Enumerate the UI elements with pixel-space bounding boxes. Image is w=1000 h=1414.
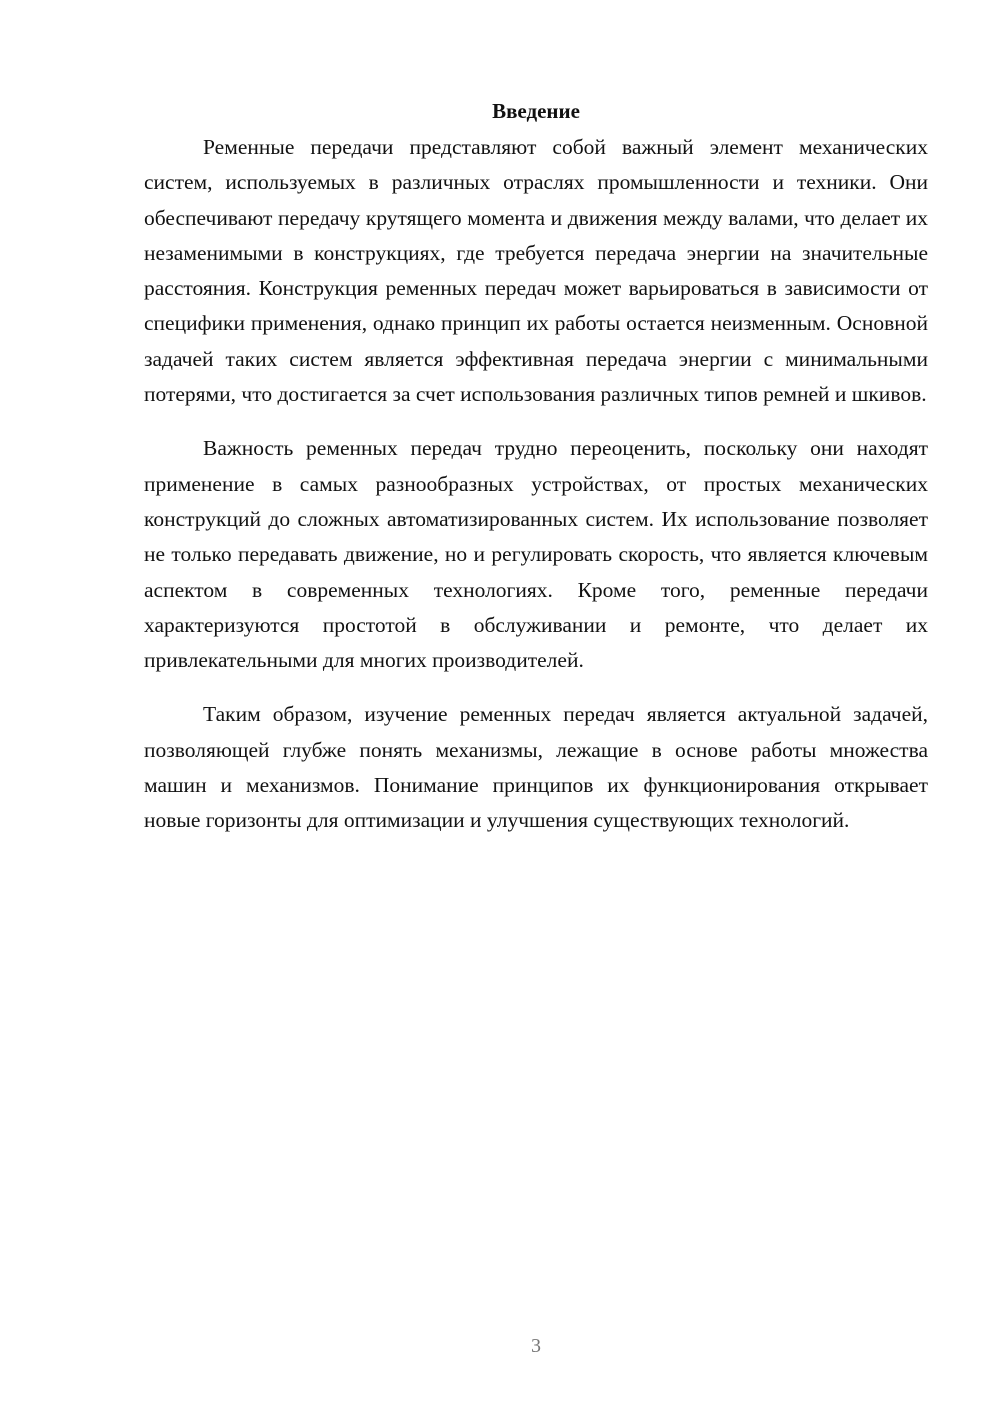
page-number: 3 — [531, 1335, 541, 1357]
paragraph-3: Таким образом, изучение ременных передач является актуальной задачей, позволяющей глубже понять механизмы, лежащие в основе работы множества машин и механизмов. Понимание принципов их функционирования открывает новые горизонты для оптимизации и улучшения существующих технологий. — [144, 702, 928, 833]
paragraph-1: Ременные передачи представляют собой важный элемент механических систем, используемых в различных отраслях промышленности и техники. Они обеспечивают передачу крутящего момента и движения между валами, что делает их незаменимыми в конструкциях, где требуется передача энергии на значительные расстояния. Конструкция ременных передач может варьироваться в зависимости от специфики применения, однако принцип их работы остается неизменным. Основной задачей таких систем является эффективная передача энергии с минимальными потерями, что достигается за счет использования различных типов ремней и шкивов. — [144, 135, 928, 407]
section-title: Введение — [492, 99, 580, 123]
paragraph-2: Важность ременных передач трудно переоценить, поскольку они находят применение в самых разнообразных устройствах, от простых механических конструкций до сложных автоматизированных систем. Их использование позволяет не только передавать движение, но и регулировать скорость, что является ключевым аспектом в современных технологиях. Кроме того, ременные передачи характеризуются простотой в обслуживании и ремонте, что делает их привлекательными для многих производителей. — [144, 436, 928, 673]
page-content — [144, 96, 928, 858]
